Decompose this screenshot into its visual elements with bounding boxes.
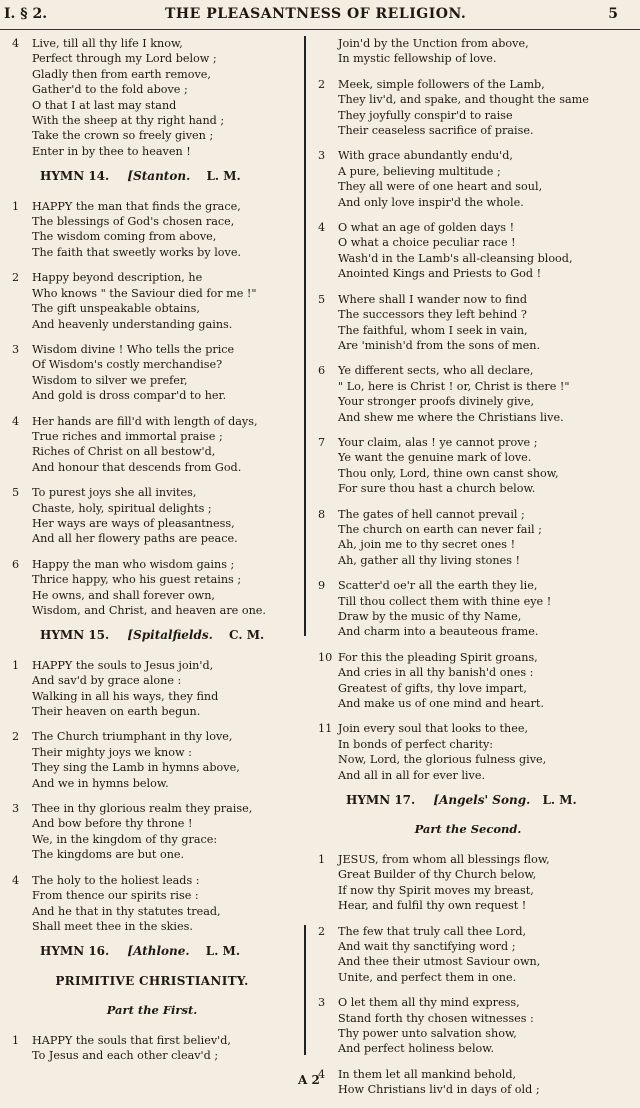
verse-text: Their mighty joys we know :	[32, 745, 192, 759]
verse-text: Great Builder of thy Church below,	[338, 868, 537, 882]
stanza	[12, 270, 292, 332]
verse-line	[318, 939, 618, 954]
verse-text: And gold is dross compar'd to her.	[32, 389, 227, 403]
verse-line	[12, 516, 292, 531]
stanza-number: 6	[318, 364, 326, 378]
verse-text: For this the pleading Spirit groans,	[338, 650, 538, 664]
verse-line	[318, 522, 618, 537]
verse-line	[12, 317, 292, 332]
verse-line	[318, 195, 618, 210]
verse-line	[12, 704, 292, 719]
verse-line	[12, 572, 292, 587]
verse-text: He owns, and shall forever own,	[32, 588, 215, 602]
verse-text: To Jesus and each other cleav'd ;	[32, 1048, 219, 1062]
verse-line	[12, 36, 292, 51]
verse-text: And charm into a beauteous frame.	[338, 625, 539, 639]
stanza-number: 11	[318, 722, 333, 736]
stanza-number: 1	[12, 658, 20, 672]
hymn-15-heading	[40, 628, 292, 643]
verse-text: Happy the man who wisdom gains ;	[32, 557, 235, 571]
verse-line	[12, 873, 292, 888]
verse-text: A pure, believing multitude ;	[338, 164, 501, 178]
verse-text: Hear, and fulfil thy own request !	[338, 899, 527, 913]
verse-text: Join every soul that looks to thee,	[338, 722, 528, 736]
verse-line	[318, 537, 618, 552]
stanza-number: 2	[12, 730, 20, 744]
verse-line	[318, 164, 618, 179]
stanza	[12, 342, 292, 404]
stanza	[12, 801, 292, 863]
verse-text: The faithful, whom I seek in vain,	[338, 323, 528, 337]
stanza-number: 4	[318, 221, 326, 235]
verse-line	[318, 481, 618, 496]
verse-text: Riches of Christ on all bestow'd,	[32, 445, 216, 459]
verse-line	[318, 650, 618, 665]
verse-line	[12, 801, 292, 816]
verse-text: O that I at last may stand	[32, 98, 177, 112]
verse-text: Gladly then from earth remove,	[32, 67, 211, 81]
stanza-number: 4	[12, 873, 20, 887]
verse-line	[12, 128, 292, 143]
verse-text: Take the crown so freely given ;	[32, 129, 214, 143]
verse-line	[318, 394, 618, 409]
verse-text: The blessings of God's chosen race,	[32, 215, 235, 229]
verse-line	[12, 1033, 292, 1048]
verse-line	[318, 995, 618, 1010]
verse-line	[318, 466, 618, 481]
verse-line	[318, 721, 618, 736]
verse-text: O what a choice peculiar race !	[338, 236, 516, 250]
verse-text: And we in hymns below.	[32, 776, 169, 790]
verse-line	[318, 898, 618, 913]
verse-text: In them let all mankind behold,	[338, 1067, 517, 1081]
hymn-17-heading	[346, 793, 618, 808]
stanza	[12, 36, 292, 159]
verse-line	[12, 388, 292, 403]
verse-line	[12, 444, 292, 459]
verse-text: True riches and immortal praise ;	[32, 429, 223, 443]
verse-text: Ye different sects, who all declare,	[338, 364, 534, 378]
verse-line	[318, 92, 618, 107]
verse-line	[12, 760, 292, 775]
hymn-14-heading	[40, 169, 292, 184]
hymn-tune: [Athlone.	[127, 944, 190, 959]
verse-line	[318, 594, 618, 609]
verse-text: O let them all thy mind express,	[338, 996, 520, 1010]
verse-text: Anointed Kings and Priests to God !	[338, 267, 542, 281]
verse-line	[12, 301, 292, 316]
verse-text: Of Wisdom's costly merchandise?	[32, 358, 223, 372]
verse-line	[318, 235, 618, 250]
verse-line	[318, 883, 618, 898]
verse-text: JESUS, from whom all blessings flow,	[338, 852, 550, 866]
verse-line	[318, 507, 618, 522]
verse-text: Scatter'd oe'r all the earth they lie,	[338, 579, 538, 593]
verse-line	[318, 148, 618, 163]
signature-mark: A 2	[298, 1073, 320, 1087]
verse-line	[12, 214, 292, 229]
verse-line	[318, 323, 618, 338]
verse-line	[12, 144, 292, 159]
verse-line	[12, 51, 292, 66]
stanza	[318, 721, 618, 783]
stanza-continuation	[318, 36, 618, 67]
verse-text: And cries in all thy banish'd ones :	[338, 666, 534, 680]
verse-line	[12, 245, 292, 260]
stanza	[318, 924, 618, 986]
verse-line	[318, 924, 618, 939]
verse-line	[12, 429, 292, 444]
verse-text: HAPPY the man that finds the grace,	[32, 199, 241, 213]
verse-text: Stand forth thy chosen witnesses :	[338, 1011, 534, 1025]
verse-text: And wait thy sanctifying word ;	[338, 939, 516, 953]
hymn-16-continued-stanzas	[318, 77, 618, 783]
verse-line	[12, 373, 292, 388]
verse-text: To purest joys she all invites,	[32, 486, 197, 500]
verse-text: And he that in thy statutes tread,	[32, 904, 221, 918]
verse-text: The faith that sweetly works by love.	[32, 245, 242, 259]
verse-text: The wisdom coming from above,	[32, 230, 217, 244]
hymn-meter: L. M.	[205, 944, 241, 959]
stanza	[318, 995, 618, 1057]
verse-text: And make us of one mind and heart.	[338, 697, 544, 711]
verse-text: Ah, gather all thy living stones !	[338, 553, 520, 567]
verse-text: Ye want the genuine mark of love.	[338, 451, 532, 465]
verse-line	[12, 531, 292, 546]
verse-text: How Christians liv'd in days of old ;	[338, 1083, 540, 1097]
right-column	[318, 36, 618, 1108]
stanza	[318, 292, 618, 354]
verse-text: With the sheep at thy right hand ;	[32, 114, 225, 128]
verse-line	[12, 199, 292, 214]
verse-line	[318, 410, 618, 425]
verse-line	[12, 776, 292, 791]
stanza	[318, 220, 618, 282]
verse-text: Now, Lord, the glorious fulness give,	[338, 753, 547, 767]
hymn-17-stanzas	[318, 852, 618, 1098]
verse-text: And only love inspir'd the whole.	[338, 195, 524, 209]
verse-text: And all in all for ever live.	[338, 768, 486, 782]
stanza-number: 2	[12, 271, 20, 285]
hymn-number: HYMN 15.	[40, 628, 110, 643]
hymn-number: HYMN 17.	[346, 793, 416, 808]
verse-text: And all her flowery paths are peace.	[32, 532, 238, 546]
verse-text: Your stronger proofs divinely give,	[338, 395, 535, 409]
verse-text: Wisdom divine ! Who tells the price	[32, 342, 235, 356]
verse-line	[12, 67, 292, 82]
verse-line	[12, 229, 292, 244]
verse-text: Thou only, Lord, thine own canst show,	[338, 466, 559, 480]
verse-text: From thence our spirits rise :	[32, 889, 199, 903]
verse-text: Chaste, holy, spiritual delights ;	[32, 501, 212, 515]
verse-line	[12, 485, 292, 500]
verse-text: Where shall I wander now to find	[338, 292, 527, 306]
verse-line	[12, 689, 292, 704]
stanza	[12, 873, 292, 935]
verse-line	[12, 919, 292, 934]
hymn-tune: [Angels' Song.	[433, 793, 531, 808]
verse-text: Live, till all thy life I know,	[32, 37, 183, 50]
verse-line	[318, 266, 618, 281]
verse-line	[12, 460, 292, 475]
verse-line	[318, 108, 618, 123]
verse-line	[12, 501, 292, 516]
verse-text: They all were of one heart and soul,	[338, 180, 543, 194]
stanza	[12, 658, 292, 720]
verse-line	[12, 414, 292, 429]
stanza-number: 3	[12, 342, 20, 356]
column-divider-top	[304, 36, 306, 636]
verse-line	[12, 557, 292, 572]
verse-line	[12, 673, 292, 688]
stanza	[318, 148, 618, 210]
verse-text: Wisdom to silver we prefer,	[32, 373, 188, 387]
verse-line	[318, 251, 618, 266]
verse-line	[12, 888, 292, 903]
verse-text: In bonds of perfect charity:	[338, 737, 494, 751]
verse-line	[318, 970, 618, 985]
stanza-number: 10	[318, 650, 333, 664]
verse-line	[318, 752, 618, 767]
verse-text: The church on earth can never fail ;	[338, 522, 542, 536]
verse-text: Greatest of gifts, thy love impart,	[338, 681, 527, 695]
verse-line	[12, 832, 292, 847]
verse-line	[318, 307, 618, 322]
stanza-number: 3	[318, 149, 326, 163]
stanza-number: 3	[318, 996, 326, 1010]
stanza	[12, 199, 292, 261]
verse-line	[318, 954, 618, 969]
verse-text: And shew me where the Christians live.	[338, 410, 564, 424]
verse-text: Are 'minish'd from the sons of men.	[338, 338, 541, 352]
verse-text: They liv'd, and spake, and thought the same	[338, 93, 589, 107]
header-rule	[0, 29, 640, 30]
stanza	[318, 435, 618, 497]
verse-text: Her hands are fill'd with length of days,	[32, 414, 258, 428]
stanza	[12, 414, 292, 476]
hymn-meter: C. M.	[229, 628, 265, 643]
stanza	[318, 578, 618, 640]
verse-text: Their ceaseless sacrifice of praise.	[338, 124, 534, 138]
verse-text: Enter in by thee to heaven !	[32, 144, 191, 158]
stanza-number: 5	[12, 486, 20, 500]
stanza	[318, 1067, 618, 1098]
stanza	[12, 1033, 292, 1064]
verse-line	[318, 179, 618, 194]
verse-text: And bow before thy throne !	[32, 817, 193, 831]
verse-text: Meek, simple followers of the Lamb,	[338, 77, 545, 91]
stanza-number: 1	[318, 852, 326, 866]
verse-line	[12, 1048, 292, 1063]
verse-line	[318, 553, 618, 568]
verse-line	[318, 665, 618, 680]
verse-line	[12, 286, 292, 301]
hymn-16-stanzas	[12, 1033, 292, 1064]
stanza	[12, 557, 292, 619]
verse-text: The few that truly call thee Lord,	[338, 924, 527, 938]
stanza	[12, 729, 292, 791]
verse-line	[12, 729, 292, 744]
verse-text: And thee their utmost Saviour own,	[338, 955, 541, 969]
verse-text: The kingdoms are but one.	[32, 848, 185, 862]
part-title: Part the Second.	[414, 822, 522, 837]
verse-line	[12, 658, 292, 673]
stanza-number: 5	[318, 292, 326, 306]
stanza-number: 3	[12, 802, 20, 816]
verse-text: HAPPY the souls that first believ'd,	[32, 1033, 231, 1047]
verse-text: Her ways are ways of pleasantness,	[32, 516, 235, 530]
verse-text: The holy to the holiest leads :	[32, 873, 200, 887]
verse-text: Your claim, alas ! ye cannot prove ;	[338, 435, 538, 449]
verse-line	[12, 588, 292, 603]
left-column	[12, 36, 292, 1073]
verse-line	[318, 123, 618, 138]
hymn-number: HYMN 14.	[40, 169, 110, 184]
stanza-number: 9	[318, 579, 326, 593]
stanza-number: 2	[318, 77, 326, 91]
verse-text: Walking in all his ways, they find	[32, 689, 219, 703]
hymn-15-stanzas	[12, 658, 292, 935]
verse-text: Wash'd in the Lamb's all-cleansing blood,	[338, 251, 573, 265]
hymn-number: HYMN 16.	[40, 944, 110, 959]
verse-line	[318, 1067, 618, 1082]
verse-text: Ah, join me to thy secret ones !	[338, 538, 516, 552]
section-mark: I. § 2.	[4, 6, 48, 22]
verse-line	[12, 342, 292, 357]
stanza-number: 4	[12, 37, 20, 50]
verse-line	[318, 292, 618, 307]
hymn-meter: L. M.	[206, 169, 241, 184]
verse-text: Till thou collect them with thine eye !	[338, 594, 552, 608]
verse-line	[318, 363, 618, 378]
stanza-number: 1	[12, 1033, 20, 1047]
verse-line	[318, 696, 618, 711]
verse-text: If now thy Spirit moves my breast,	[338, 883, 534, 897]
verse-line	[318, 220, 618, 235]
verse-text: We, in the kingdom of thy grace:	[32, 832, 218, 846]
page-number: 5	[608, 6, 618, 22]
running-header	[0, 0, 640, 26]
verse-line	[12, 816, 292, 831]
verse-text: Unite, and perfect them in one.	[338, 970, 517, 984]
verse-line	[318, 1041, 618, 1056]
verse-line	[318, 578, 618, 593]
verse-text: Shall meet thee in the skies.	[32, 919, 193, 933]
verse-line	[318, 1082, 618, 1097]
verse-text: Draw by the music of thy Name,	[338, 610, 522, 623]
verse-line	[318, 768, 618, 783]
stanza-number: 2	[318, 924, 326, 938]
verse-line	[318, 737, 618, 752]
hymn-tune: [Spitalfields.	[127, 628, 213, 643]
verse-text: And honour that descends from God.	[32, 460, 242, 474]
verse-line	[12, 847, 292, 862]
verse-line: In mystic fellowship of love.	[338, 52, 497, 66]
verse-text: And heavenly understanding gains.	[32, 317, 233, 331]
stanza	[318, 77, 618, 139]
stanza-number: 4	[318, 1067, 326, 1081]
stanza	[318, 650, 618, 712]
verse-text: Gather'd to the fold above ;	[32, 83, 188, 97]
verse-text: Perfect through my Lord below ;	[32, 52, 217, 66]
verse-text: " Lo, here is Christ ! or, Christ is there !"	[338, 379, 570, 393]
stanza-number: 8	[318, 507, 326, 521]
stanza-number: 4	[12, 414, 20, 428]
verse-text: Thrice happy, who his guest retains ;	[32, 573, 242, 587]
verse-text: O what an age of golden days !	[338, 221, 515, 235]
verse-line	[318, 1026, 618, 1041]
verse-text: For sure thou hast a church below.	[338, 482, 536, 496]
column-divider-bottom	[304, 925, 306, 1055]
verse-line	[318, 609, 618, 624]
hymn-14-stanzas	[12, 199, 292, 619]
verse-text: Thee in thy glorious realm they praise,	[32, 802, 253, 816]
part-title: Part the First.	[106, 1003, 198, 1018]
verse-line	[318, 379, 618, 394]
page-title: THE PLEASANTNESS OF RELIGION.	[165, 6, 467, 22]
stanza-number: 7	[318, 435, 326, 449]
verse-text: The gates of hell cannot prevail ;	[338, 507, 525, 521]
verse-line	[12, 113, 292, 128]
verse-text: HAPPY the souls to Jesus join'd,	[32, 658, 214, 672]
verse-text: They sing the Lamb in hymns above,	[32, 761, 240, 775]
section-title: PRIMITIVE CHRISTIANITY.	[55, 973, 249, 988]
verse-text: The gift unspeakable obtains,	[32, 302, 200, 316]
verse-line	[318, 450, 618, 465]
stanza	[318, 363, 618, 425]
verse-line	[12, 357, 292, 372]
verse-text: They joyfully conspir'd to raise	[338, 108, 513, 122]
verse-text: The Church triumphant in thy love,	[32, 730, 233, 744]
verse-text: Their heaven on earth begun.	[32, 705, 201, 719]
verse-line	[12, 603, 292, 618]
verse-line	[318, 624, 618, 639]
stanza	[318, 852, 618, 914]
verse-text: Who knows " the Saviour died for me !"	[32, 286, 257, 300]
verse-text: With grace abundantly endu'd,	[338, 149, 513, 163]
verse-line	[12, 98, 292, 113]
stanza	[318, 507, 618, 569]
hymn-16-heading	[40, 944, 292, 959]
verse-line	[318, 852, 618, 867]
stanza	[12, 485, 292, 547]
verse-text: The successors they left behind ?	[338, 308, 527, 322]
verse-line	[12, 270, 292, 285]
verse-line	[318, 435, 618, 450]
verse-line	[318, 681, 618, 696]
verse-line	[318, 338, 618, 353]
verse-text: And sav'd by grace alone :	[32, 674, 182, 688]
stanza-number: 6	[12, 557, 20, 571]
stanza-number: 1	[12, 199, 20, 213]
verse-text: Happy beyond description, he	[32, 271, 203, 285]
hymn-meter: L. M.	[542, 793, 577, 808]
verse-text: And perfect holiness below.	[338, 1042, 495, 1056]
verse-line	[12, 82, 292, 97]
verse-line	[318, 1011, 618, 1026]
verse-text: Thy power unto salvation show,	[338, 1026, 517, 1040]
verse-line	[318, 867, 618, 882]
verse-line	[12, 745, 292, 760]
hymn-tune: [Stanton.	[127, 169, 191, 184]
verse-line	[318, 77, 618, 92]
verse-text: Wisdom, and Christ, and heaven are one.	[32, 604, 266, 617]
verse-line	[12, 904, 292, 919]
verse-line: Join'd by the Unction from above,	[338, 37, 529, 50]
